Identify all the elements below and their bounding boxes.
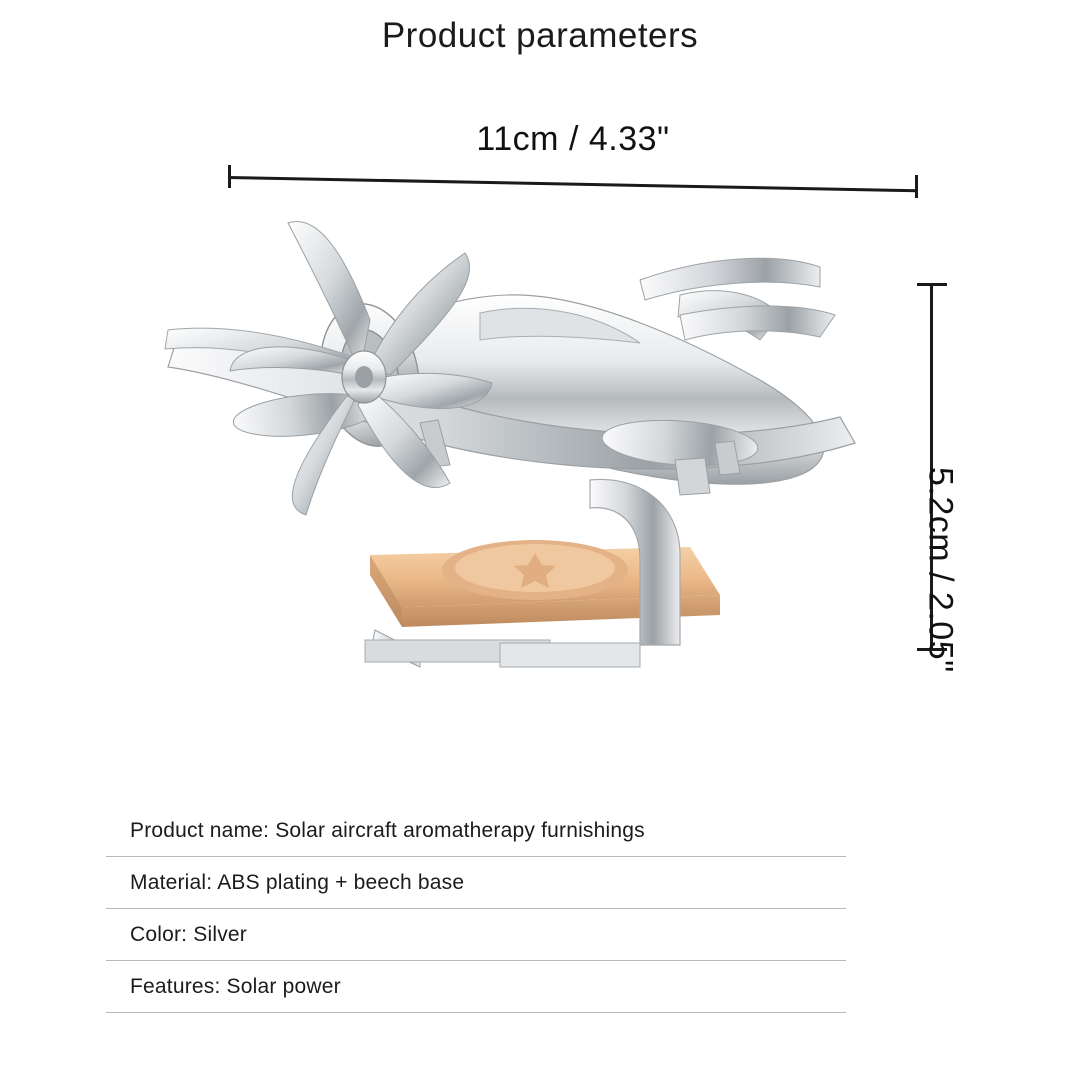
spec-product-name: Product name: Solar aircraft aromatherapy furnishings bbox=[130, 818, 645, 842]
page-title: Product parameters bbox=[381, 16, 699, 55]
height-dimension bbox=[872, 283, 992, 673]
spec-row bbox=[106, 961, 846, 1013]
height-dimension-label: 5.2cm / 2.05" bbox=[921, 467, 960, 673]
spec-row bbox=[106, 909, 846, 961]
product-image bbox=[120, 175, 880, 695]
specification-list bbox=[106, 805, 846, 1013]
spec-row bbox=[106, 857, 846, 909]
aircraft-model bbox=[165, 222, 855, 515]
width-dimension-label: 11cm / 4.33" bbox=[476, 120, 670, 158]
spec-features: Features: Solar power bbox=[130, 974, 341, 998]
width-tick-right bbox=[915, 175, 918, 198]
wooden-base bbox=[365, 479, 720, 667]
spec-color: Color: Silver bbox=[130, 922, 247, 946]
spec-row bbox=[106, 805, 846, 857]
spec-material: Material: ABS plating + beech base bbox=[130, 870, 465, 894]
